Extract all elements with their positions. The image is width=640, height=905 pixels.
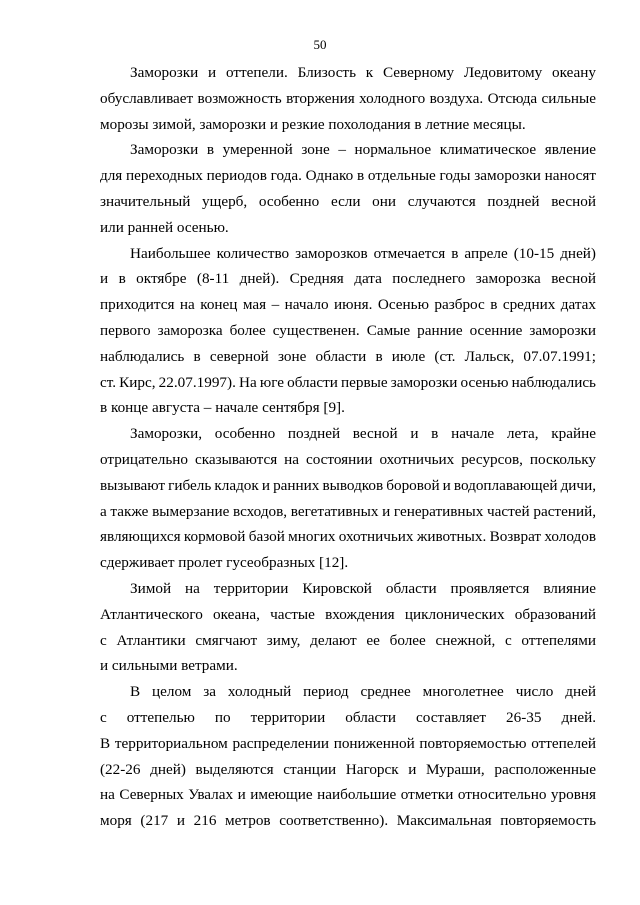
text-line: в конце августа – начале сентября [9].: [100, 399, 345, 417]
text-line: или ранней осенью.: [100, 218, 229, 236]
text-line: а также вымерзание всходов, вегетативных и генеративных частей растений,: [100, 502, 596, 520]
text-line: Наибольшее количество заморозков отмечается в апреле (10-15 дней): [130, 244, 596, 262]
paragraph-atlantic-influence: [100, 576, 596, 679]
text-line: Зимой на территории Кировской области проявляется влияние: [130, 579, 596, 597]
text-line: моря (217 и 216 метров соответственно). Максимальная повторяемость: [100, 812, 596, 830]
text-line: с оттепелью по территории области составляет 26-35 дней.: [100, 708, 596, 726]
text-line: В территориальном распределении пониженной повторяемостью оттепелей: [100, 734, 596, 752]
text-line: морозы зимой, заморозки и резкие похолодания в летние месяцы.: [100, 115, 526, 133]
text-line: обуславливает возможность вторжения холодного воздуха. Отсюда сильные: [100, 89, 596, 107]
text-line: Заморозки и оттепели. Близость к Северному Ледовитому океану: [130, 64, 596, 81]
text-line: значительный ущерб, особенно если они случаются поздней весной: [100, 192, 596, 210]
text-line: и сильными ветрами.: [100, 657, 238, 675]
text-line: (22-26 дней) выделяются станции Нагорск и Мураши, расположенные: [100, 760, 596, 778]
text-line: являющихся кормовой базой многих охотничьих животных. Возврат холодов: [100, 528, 596, 546]
document-body: [100, 60, 596, 834]
text-line: наблюдались в северной зоне области в июле (ст. Лальск, 07.07.1991;: [100, 347, 596, 365]
text-line: с Атлантики смягчают зиму, делают ее более снежной, с оттепелями: [100, 631, 596, 649]
text-line: Заморозки, особенно поздней весной и в начале лета, крайне: [130, 425, 596, 443]
text-line: первого заморозка более существенен. Самые ранние осенние заморозки: [100, 321, 596, 339]
text-line: Атлантического океана, частые вхождения циклонических образований: [100, 605, 596, 623]
paragraph-thaw-days: [100, 679, 596, 834]
text-line: вызывают гибель кладок и ранних выводков боровой и водоплавающей дичи,: [100, 476, 596, 494]
text-line: приходится на конец мая – начало июня. Осенью разброс в средних датах: [100, 296, 596, 314]
paragraph-frosts-and-thaws-intro: [100, 60, 596, 137]
text-line: отрицательно сказываются на состоянии охотничьих ресурсов, поскольку: [100, 450, 596, 468]
text-line: ст. Кирс, 22.07.1997). На юге области первые заморозки осенью наблюдались: [100, 373, 596, 391]
paragraph-frost-impact-on-game: [100, 421, 596, 576]
text-line: Заморозки в умеренной зоне – нормальное климатическое явление: [130, 141, 596, 159]
paragraph-frost-frequency: [100, 241, 596, 422]
paragraph-temperate-zone-frosts: [100, 137, 596, 240]
text-line: на Северных Увалах и имеющие наибольшие отметки относительно уровня: [100, 786, 596, 804]
text-line: В целом за холодный период среднее многолетнее число дней: [130, 683, 596, 701]
text-line: и в октябре (8-11 дней). Средняя дата последнего заморозка весной: [100, 270, 596, 288]
text-line: сдерживает пролет гусеобразных [12].: [100, 554, 349, 572]
text-line: для переходных периодов года. Однако в отдельные годы заморозки наносят: [100, 167, 596, 185]
page-number: 50: [313, 37, 327, 52]
